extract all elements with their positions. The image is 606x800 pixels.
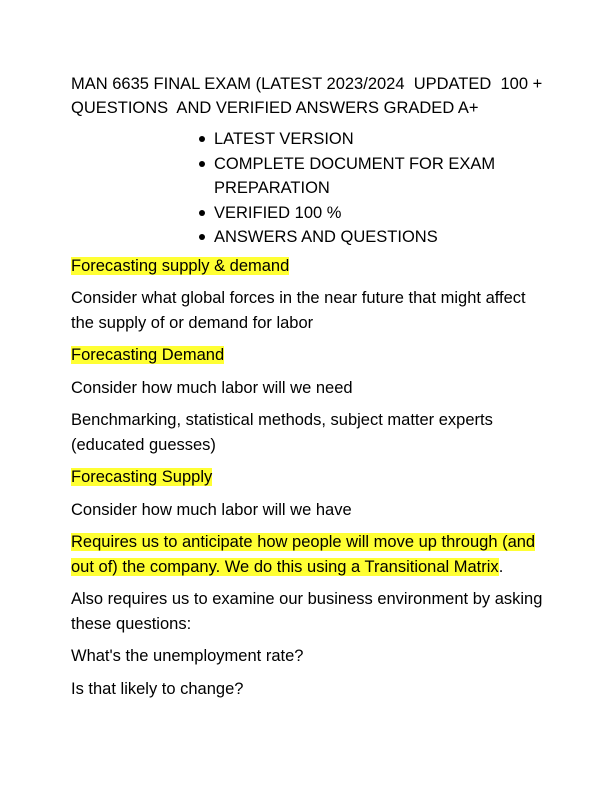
paragraph-benchmarking: Benchmarking, statistical methods, subject matter experts (educated guesses) <box>71 411 493 454</box>
paragraph-anticipate <box>71 530 546 579</box>
paragraph-labor-have: Consider how much labor will we have <box>71 500 352 519</box>
bullet-dot-icon <box>199 210 205 216</box>
bullet-item <box>214 127 546 152</box>
bullet-text: LATEST VERSION <box>214 130 354 148</box>
feature-bullet-list <box>71 127 546 250</box>
bullet-text: COMPLETE DOCUMENT FOR EXAM PREPARATION <box>214 154 496 197</box>
heading-forecasting-supply <box>71 465 546 490</box>
question-unemployment: What's the unemployment rate? <box>71 647 304 665</box>
bullet-item <box>214 201 546 226</box>
paragraph-global-forces: Consider what global forces in the near future that might affect the supply of or demand for labor <box>71 289 526 332</box>
bullet-dot-icon <box>199 234 205 240</box>
paragraph-labor-need: Consider how much labor will we need <box>71 378 353 397</box>
paragraph-environment: Also requires us to examine our business environment by asking these questions: <box>71 590 543 633</box>
trailing-period: . <box>498 557 504 576</box>
bullet-text: VERIFIED 100 % <box>214 203 342 222</box>
bullet-text: ANSWERS AND QUESTIONS <box>214 228 438 246</box>
bullet-dot-icon <box>199 161 205 167</box>
bullet-dot-icon <box>199 136 205 142</box>
document-title: MAN 6635 FINAL EXAM (LATEST 2023/2024 UPDATED 100 + QUESTIONS AND VERIFIED ANSWERS GRADED A+ <box>71 75 547 117</box>
highlighted-heading: Forecasting supply & demand <box>71 256 290 275</box>
highlighted-heading: Forecasting Supply <box>71 468 213 486</box>
heading-forecasting-supply-demand <box>71 254 546 279</box>
highlighted-heading: Forecasting Demand <box>71 346 225 364</box>
heading-forecasting-demand <box>71 343 546 368</box>
question-change: Is that likely to change? <box>71 679 244 698</box>
bullet-item <box>214 152 546 201</box>
highlighted-text: Requires us to anticipate how people will move up through (and out of) the company. We do this using a Transitional Matrix <box>71 533 536 576</box>
bullet-item <box>214 225 546 250</box>
